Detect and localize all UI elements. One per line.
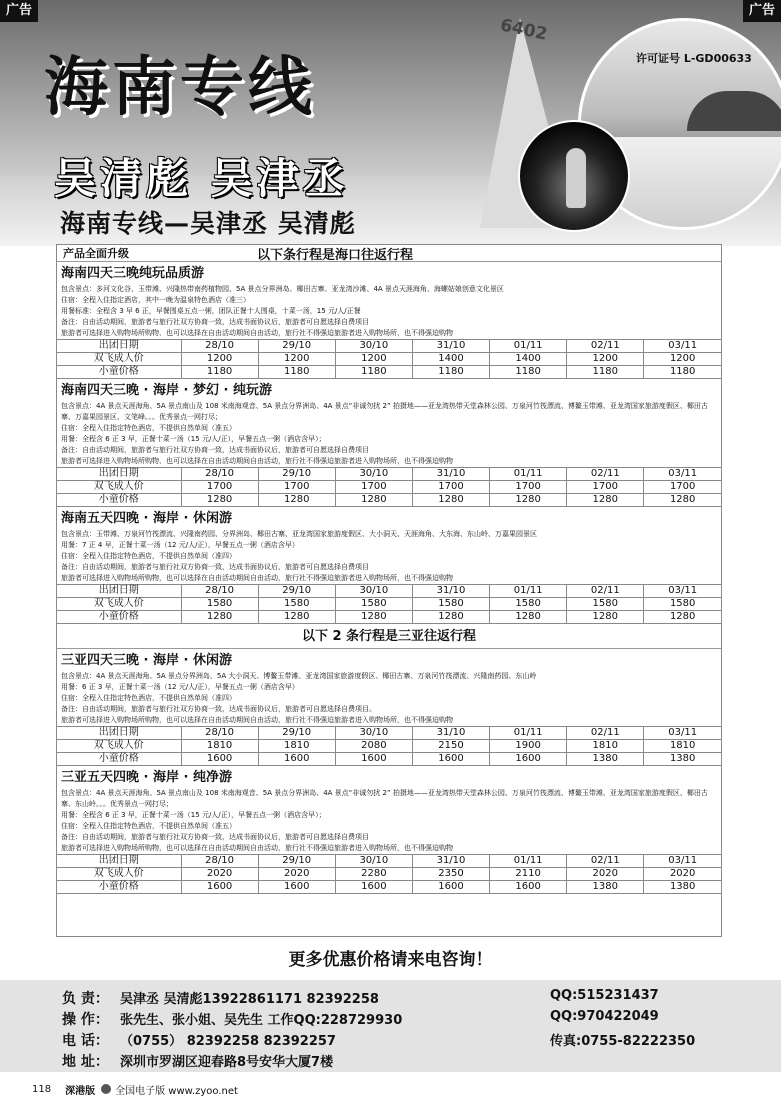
table-row: [57, 855, 721, 868]
contact-phone: 电 话： （0755） 82392258 82392257: [62, 1033, 336, 1049]
table-row: [57, 481, 721, 494]
tour-detail-line: 用餐：7 正 4 早，正餐十菜一汤（12 元/人/正），早餐五点一粥（酒店含早）: [61, 541, 299, 549]
listing-header: [57, 245, 721, 262]
table-cell: 1700: [490, 481, 567, 494]
table-cell: 1700: [412, 481, 489, 494]
call-to-action: 更多优惠价格请来电咨询！: [288, 950, 493, 970]
table-cell: 03/11: [644, 585, 721, 598]
ad-tag-left: 广告: [0, 0, 38, 22]
row-label: 小童价格: [57, 611, 181, 624]
tour-detail-line: 住宿：全程入住指定特色酒店，不提供自然单间（准四）: [61, 552, 236, 560]
sail-number: 6402: [498, 15, 549, 45]
table-cell: 1180: [412, 366, 489, 379]
table-cell: 01/11: [490, 340, 567, 353]
table-cell: 29/10: [258, 855, 335, 868]
table-cell: 30/10: [335, 340, 412, 353]
tour-title: 海南四天三晚 · 海岸 · 梦幻 · 纯玩游: [61, 383, 272, 398]
table-cell: 1280: [258, 494, 335, 507]
haikou-tours: [57, 262, 721, 624]
table-cell: 1200: [258, 353, 335, 366]
upgrade-label: 产品全面升级: [63, 247, 129, 260]
table-cell: 1200: [567, 353, 644, 366]
dancer-photo: [518, 120, 630, 232]
table-row: [57, 881, 721, 894]
table-cell: 28/10: [181, 468, 258, 481]
table-cell: 1600: [181, 881, 258, 894]
table-cell: 02/11: [567, 855, 644, 868]
table-cell: 1810: [567, 740, 644, 753]
table-cell: 1280: [490, 611, 567, 624]
table-cell: 1180: [490, 366, 567, 379]
table-cell: 1600: [412, 753, 489, 766]
table-cell: 29/10: [258, 340, 335, 353]
tour-block: [57, 649, 721, 766]
contact-qq-2: QQ:970422049: [550, 1009, 659, 1024]
table-cell: 1180: [181, 366, 258, 379]
price-table: [57, 584, 721, 623]
table-row: [57, 598, 721, 611]
table-cell: 1810: [644, 740, 721, 753]
tour-detail-line: 包含景点：玉带滩、万泉河竹筏漂流、兴隆南药园、分界洲岛、椰田古寨、亚龙湾国家旅游度假区、大小洞天、天涯海角、大东海、东山岭、万嘉果园景区: [61, 530, 537, 538]
site-link[interactable]: 全国电子版 www.zyoo.net: [115, 1085, 238, 1097]
table-cell: 28/10: [181, 340, 258, 353]
contact-panel: [0, 980, 781, 1072]
contact-responsible: 负 责： 吴津丞 吴清彪13922861171 82392258: [62, 991, 379, 1007]
table-cell: 1810: [181, 740, 258, 753]
table-row: [57, 727, 721, 740]
table-cell: 02/11: [567, 340, 644, 353]
table-cell: 30/10: [335, 585, 412, 598]
row-label: 双飞成人价: [57, 481, 181, 494]
table-row: [57, 353, 721, 366]
table-cell: 1280: [567, 494, 644, 507]
table-cell: 1600: [181, 753, 258, 766]
tour-title: 三亚五天四晚 · 海岸 · 纯净游: [61, 770, 232, 785]
publisher-logo-icon: [101, 1084, 111, 1094]
table-row: [57, 753, 721, 766]
table-cell: 1810: [258, 740, 335, 753]
table-cell: 1180: [644, 366, 721, 379]
table-cell: 1580: [644, 598, 721, 611]
row-label: 双飞成人价: [57, 598, 181, 611]
tour-detail-line: 备注：自由活动期间，旅游者与旅行社双方协商一致，达成书面协议后，旅游者可自愿选择自费项目。: [61, 705, 376, 713]
table-cell: 1280: [412, 494, 489, 507]
row-label: 小童价格: [57, 753, 181, 766]
tour-detail-line: 备注：自由活动期间，旅游者与旅行社双方协商一致，达成书面协议后，旅游者可自愿选择自费项目: [61, 563, 369, 571]
banner-title: 海南专线: [44, 50, 316, 125]
table-cell: 1280: [644, 494, 721, 507]
tour-detail-line: 住宿：全程入住指定酒店，其中一晚为温泉特色酒店（准三）: [61, 296, 250, 304]
row-label: 双飞成人价: [57, 740, 181, 753]
table-row: [57, 468, 721, 481]
banner-subtitle: 海南专线—吴津丞 吴清彪: [60, 209, 356, 238]
table-cell: 1200: [335, 353, 412, 366]
table-cell: 03/11: [644, 855, 721, 868]
table-cell: 1280: [335, 611, 412, 624]
tour-detail-line: 旅游者可选择进入购物场所购物，也可以选择在自由活动期间自由活动，旅行社不得强迫旅游者进入购物场所，也不得强迫购物: [61, 716, 453, 724]
table-cell: 1580: [567, 598, 644, 611]
tour-detail-line: 旅游者可选择进入购物场所购物，也可以选择在自由活动期间自由活动，旅行社不得强迫旅游者进入购物场所，也不得强迫购物: [61, 329, 453, 337]
tour-detail-line: 用餐：全程含 6 正 3 早，正餐十菜一汤（15 元/人/正），早餐五点一粥（酒店含早）；: [61, 811, 326, 819]
price-table: [57, 726, 721, 765]
contact-qq-1: QQ:515231437: [550, 988, 659, 1003]
row-label: 出团日期: [57, 855, 181, 868]
table-cell: 28/10: [181, 855, 258, 868]
table-cell: 1280: [181, 494, 258, 507]
tour-detail-line: 用餐标准：全程含 3 早 6 正，早餐围桌五点一粥，团队正餐十人围桌，十菜一汤，15 元/人/正餐: [61, 307, 361, 315]
tour-detail-line: 包含景点：多河文化谷、玉带滩、兴隆热带南药植物园、5A 景点分界洲岛、椰田古寨、亚龙湾沙滩、4A 景点天涯海角、海螺姑娘创意文化景区: [61, 285, 504, 293]
table-cell: 1700: [335, 481, 412, 494]
row-label: 小童价格: [57, 881, 181, 894]
tour-detail-line: 旅游者可选择进入购物场所购物，也可以选择在自由活动期间自由活动，旅行社不得强迫旅游者进入购物场所，也不得强迫购物: [61, 574, 453, 582]
table-cell: 1600: [490, 881, 567, 894]
table-row: [57, 494, 721, 507]
table-row: [57, 868, 721, 881]
contact-operator: 操 作： 张先生、张小姐、吴先生 工作QQ:228729930: [62, 1012, 403, 1028]
tour-detail-line: 用餐：6 正 3 早，正餐十菜一汤（12 元/人/正），早餐五点一粥（酒店含早）: [61, 683, 299, 691]
table-cell: 31/10: [412, 855, 489, 868]
table-cell: 1580: [258, 598, 335, 611]
price-table: [57, 339, 721, 378]
tour-detail-line: 包含景点：4A 景点天涯海角、5A 景点南山及 108 米南海观音、5A 景点分界洲岛、4A 景点“非诚勿扰 2” 拍摄地——亚龙湾热带天堂森林公园、万泉河竹筏漂流、博鳌玉带滩、亚龙湾国家旅游度假区、椰田古寨、东山岭。。。优秀景点一网打尽；: [61, 789, 708, 808]
table-cell: 1600: [412, 881, 489, 894]
table-cell: 03/11: [644, 340, 721, 353]
table-cell: 1280: [567, 611, 644, 624]
table-row: [57, 740, 721, 753]
tour-detail-line: 备注：自由活动期间，旅游者与旅行社双方协商一致，达成书面协议后，旅游者可自愿选择自费项目: [61, 446, 369, 454]
table-cell: 02/11: [567, 727, 644, 740]
row-label: 出团日期: [57, 727, 181, 740]
page-number: 118: [32, 1083, 52, 1095]
table-cell: 2110: [490, 868, 567, 881]
contact-address: 地 址： 深圳市罗湖区迎春路8号安华大厦7楼: [62, 1054, 334, 1070]
tour-detail-line: 住宿：全程入住指定特色酒店，不提供自然单间（准五）: [61, 424, 236, 432]
table-row: [57, 366, 721, 379]
tour-title: 海南五天四晚 · 海岸 · 休闲游: [61, 511, 232, 526]
tour-title: 三亚四天三晚 · 海岸 · 休闲游: [61, 653, 232, 668]
table-cell: 1280: [644, 611, 721, 624]
table-cell: 30/10: [335, 727, 412, 740]
table-cell: 30/10: [335, 855, 412, 868]
table-cell: 1700: [258, 481, 335, 494]
table-cell: 28/10: [181, 585, 258, 598]
table-row: [57, 340, 721, 353]
table-cell: 2020: [644, 868, 721, 881]
table-cell: 1200: [181, 353, 258, 366]
table-cell: 1280: [335, 494, 412, 507]
table-cell: 1700: [644, 481, 721, 494]
table-cell: 28/10: [181, 727, 258, 740]
tour-block: [57, 262, 721, 379]
table-cell: 1380: [644, 753, 721, 766]
table-cell: 1400: [412, 353, 489, 366]
row-label: 出团日期: [57, 585, 181, 598]
tour-block: [57, 379, 721, 507]
row-label: 出团日期: [57, 468, 181, 481]
table-cell: 1580: [181, 598, 258, 611]
table-cell: 1700: [181, 481, 258, 494]
table-cell: 1600: [258, 881, 335, 894]
table-cell: 30/10: [335, 468, 412, 481]
table-cell: 1580: [490, 598, 567, 611]
table-cell: 03/11: [644, 727, 721, 740]
table-cell: 1280: [490, 494, 567, 507]
table-cell: 1280: [258, 611, 335, 624]
route-label-sanya: 以下 2 条行程是三亚往返行程: [57, 624, 721, 649]
table-cell: 31/10: [412, 340, 489, 353]
table-cell: 1180: [567, 366, 644, 379]
tour-block: [57, 766, 721, 894]
table-cell: 1200: [644, 353, 721, 366]
tour-detail-line: 旅游者可选择进入购物场所购物，也可以选择在自由活动期间自由活动，旅行社不得强迫旅游者进入购物场所，也不得强迫购物: [61, 844, 453, 852]
row-label: 小童价格: [57, 366, 181, 379]
banner: [0, 0, 781, 246]
tour-detail-line: 住宿：全程入住指定特色酒店，不提供自然单间（准五）: [61, 822, 236, 830]
table-cell: 03/11: [644, 468, 721, 481]
table-cell: 29/10: [258, 727, 335, 740]
table-cell: 2280: [335, 868, 412, 881]
table-cell: 1600: [258, 753, 335, 766]
tour-detail-line: 包含景点：4A 景点天涯海角、5A 景点南山及 108 米南海观音、5A 景点分界洲岛、4A 景点“非诚勿扰 2” 拍摄地——亚龙湾热带天堂森林公园、万泉河竹筏漂流、博鳌玉带滩、亚龙湾国家旅游度假区、椰田古寨、万嘉果园景区、文笔峰。。。优秀景点一网打尽；: [61, 402, 708, 421]
tour-block: [57, 507, 721, 624]
table-row: [57, 611, 721, 624]
table-cell: 1280: [412, 611, 489, 624]
table-cell: 2020: [258, 868, 335, 881]
table-cell: 1580: [335, 598, 412, 611]
table-cell: 1380: [567, 881, 644, 894]
table-cell: 02/11: [567, 585, 644, 598]
price-table: [57, 854, 721, 893]
table-cell: 01/11: [490, 585, 567, 598]
table-cell: 2020: [181, 868, 258, 881]
table-cell: 2350: [412, 868, 489, 881]
table-cell: 1580: [412, 598, 489, 611]
table-cell: 1700: [567, 481, 644, 494]
row-label: 双飞成人价: [57, 353, 181, 366]
row-label: 出团日期: [57, 340, 181, 353]
table-cell: 2020: [567, 868, 644, 881]
table-cell: 1180: [258, 366, 335, 379]
table-cell: 1380: [644, 881, 721, 894]
page-footer: [0, 1078, 781, 1100]
contact-fax: 传真:0755-82222350: [550, 1034, 696, 1049]
row-label: 双飞成人价: [57, 868, 181, 881]
table-cell: 29/10: [258, 468, 335, 481]
table-cell: 01/11: [490, 855, 567, 868]
tour-title: 海南四天三晚纯玩品质游: [61, 266, 205, 281]
table-cell: 1380: [567, 753, 644, 766]
table-cell: 1180: [335, 366, 412, 379]
tour-detail-line: 备注：自由活动期间，旅游者与旅行社双方协商一致，达成书面协议后，旅游者可自愿选择自费项目: [61, 833, 369, 841]
table-cell: 01/11: [490, 727, 567, 740]
table-cell: 01/11: [490, 468, 567, 481]
license-number: 许可证号 L-GD00633: [636, 52, 752, 65]
table-cell: 1400: [490, 353, 567, 366]
banner-names: 吴清彪 吴津丞: [54, 154, 349, 203]
edition-label: 深港版: [65, 1085, 96, 1097]
table-cell: 31/10: [412, 585, 489, 598]
table-cell: 02/11: [567, 468, 644, 481]
tour-detail-line: 住宿：全程入住指定特色酒店，不提供自然单间（准四）: [61, 694, 236, 702]
tour-detail-line: 用餐：全程含 6 正 3 早，正餐十菜一汤（15 元/人/正），早餐五点一粥（酒店含早）；: [61, 435, 326, 443]
table-cell: 2150: [412, 740, 489, 753]
table-cell: 1900: [490, 740, 567, 753]
ad-tag-right: 广告: [743, 0, 781, 22]
tour-listing: [56, 244, 722, 937]
tour-detail-line: 包含景点：4A 景点天涯海角、5A 景点分界洲岛、5A 大小洞天、博鳌玉带滩、亚龙湾国家旅游度假区、椰田古寨、万泉河竹筏漂流、兴隆南药园、东山岭: [61, 672, 537, 680]
tour-detail-line: 旅游者可选择进入购物场所购物，也可以选择在自由活动期间自由活动，旅行社不得强迫旅游者进入购物场所，也不得强迫购物: [61, 457, 453, 465]
table-row: [57, 585, 721, 598]
table-cell: 29/10: [258, 585, 335, 598]
table-cell: 1600: [335, 753, 412, 766]
route-label-haikou: 以下条行程是海口往返行程: [257, 247, 414, 263]
table-cell: 31/10: [412, 468, 489, 481]
sanya-tours: [57, 649, 721, 894]
row-label: 小童价格: [57, 494, 181, 507]
table-cell: 1600: [335, 881, 412, 894]
table-cell: 1600: [490, 753, 567, 766]
table-cell: 31/10: [412, 727, 489, 740]
table-cell: 2080: [335, 740, 412, 753]
price-table: [57, 467, 721, 506]
tour-detail-line: 备注：自由活动期间，旅游者与旅行社双方协商一致，达成书面协议后，旅游者可自愿选择自费项目: [61, 318, 369, 326]
table-cell: 1280: [181, 611, 258, 624]
